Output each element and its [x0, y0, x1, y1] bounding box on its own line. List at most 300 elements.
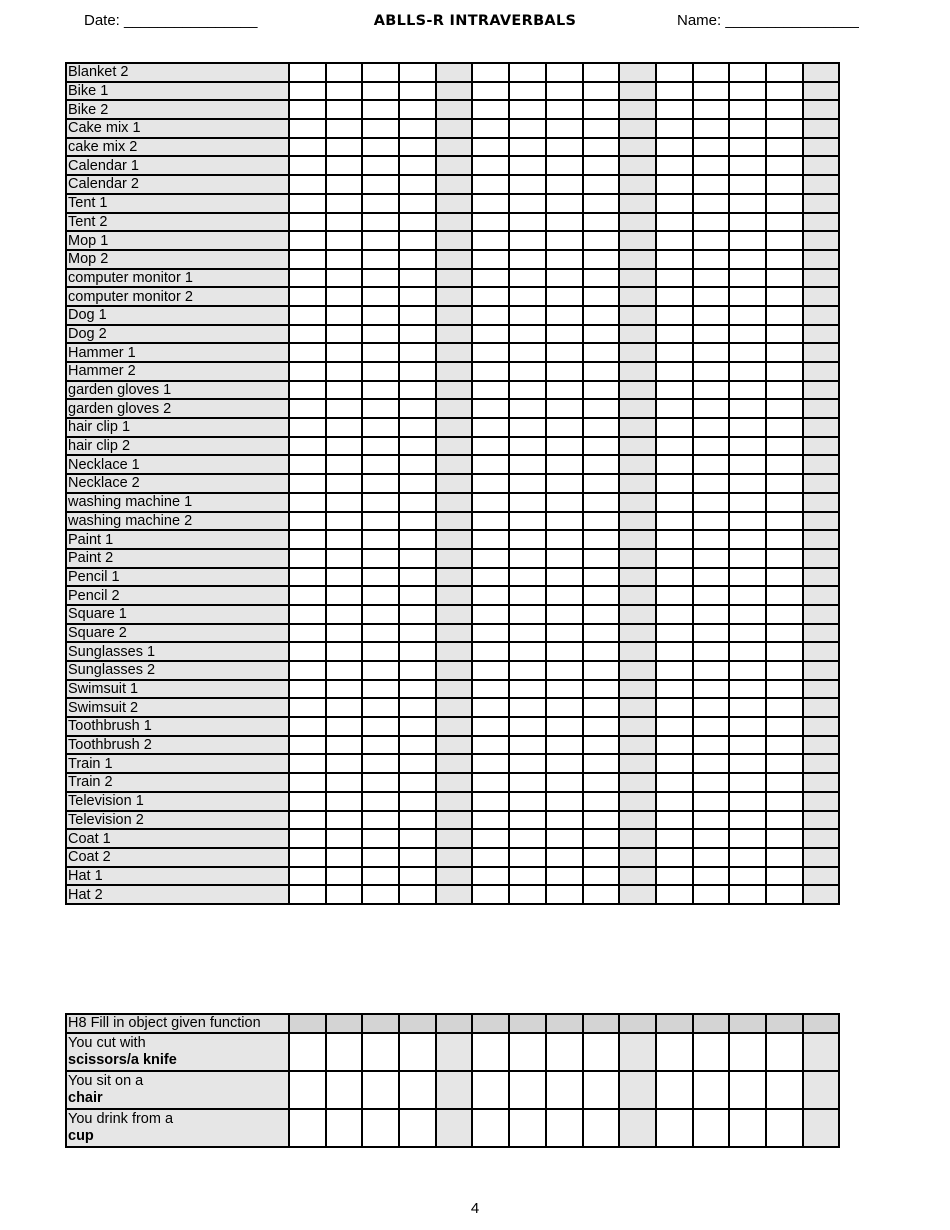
score-cell[interactable]: [619, 605, 656, 624]
score-cell[interactable]: [803, 287, 840, 306]
score-cell[interactable]: [803, 867, 840, 886]
score-cell[interactable]: [399, 474, 436, 493]
score-cell[interactable]: [546, 399, 583, 418]
score-cell[interactable]: [729, 792, 766, 811]
score-cell[interactable]: [326, 1109, 363, 1147]
score-cell[interactable]: [693, 624, 730, 643]
score-cell[interactable]: [766, 549, 803, 568]
score-cell[interactable]: [472, 399, 509, 418]
score-cell[interactable]: [766, 512, 803, 531]
score-cell[interactable]: [436, 586, 473, 605]
score-cell[interactable]: [509, 698, 546, 717]
score-cell[interactable]: [362, 717, 399, 736]
score-cell[interactable]: [803, 661, 840, 680]
score-cell[interactable]: [729, 717, 766, 736]
score-cell[interactable]: [803, 736, 840, 755]
score-cell[interactable]: [803, 399, 840, 418]
score-cell[interactable]: [656, 437, 693, 456]
score-cell[interactable]: [766, 269, 803, 288]
score-cell[interactable]: [766, 811, 803, 830]
score-cell[interactable]: [583, 1071, 620, 1109]
score-cell[interactable]: [583, 100, 620, 119]
score-cell[interactable]: [472, 119, 509, 138]
score-cell[interactable]: [436, 63, 473, 82]
score-cell[interactable]: [656, 156, 693, 175]
score-cell[interactable]: [803, 754, 840, 773]
score-cell[interactable]: [399, 455, 436, 474]
score-cell[interactable]: [436, 175, 473, 194]
score-cell[interactable]: [472, 717, 509, 736]
score-cell[interactable]: [362, 287, 399, 306]
score-cell[interactable]: [399, 605, 436, 624]
score-cell[interactable]: [436, 736, 473, 755]
score-cell[interactable]: [436, 381, 473, 400]
score-cell[interactable]: [326, 530, 363, 549]
score-cell[interactable]: [693, 119, 730, 138]
score-cell[interactable]: [289, 811, 326, 830]
score-cell[interactable]: [803, 474, 840, 493]
score-cell[interactable]: [729, 474, 766, 493]
score-cell[interactable]: [729, 568, 766, 587]
score-cell[interactable]: [546, 437, 583, 456]
score-cell[interactable]: [436, 1033, 473, 1071]
score-cell[interactable]: [472, 474, 509, 493]
score-cell[interactable]: [803, 829, 840, 848]
score-cell[interactable]: [693, 1109, 730, 1147]
score-cell[interactable]: [729, 138, 766, 157]
score-cell[interactable]: [546, 381, 583, 400]
score-cell[interactable]: [656, 250, 693, 269]
score-cell[interactable]: [362, 325, 399, 344]
score-cell[interactable]: [289, 175, 326, 194]
score-cell[interactable]: [289, 399, 326, 418]
score-cell[interactable]: [289, 1071, 326, 1109]
score-cell[interactable]: [509, 381, 546, 400]
score-cell[interactable]: [399, 63, 436, 82]
score-cell[interactable]: [509, 624, 546, 643]
score-cell[interactable]: [436, 455, 473, 474]
score-cell[interactable]: [362, 362, 399, 381]
score-cell[interactable]: [803, 642, 840, 661]
score-cell[interactable]: [362, 455, 399, 474]
score-cell[interactable]: [472, 1109, 509, 1147]
score-cell[interactable]: [399, 418, 436, 437]
score-cell[interactable]: [546, 213, 583, 232]
score-cell[interactable]: [656, 455, 693, 474]
score-cell[interactable]: [656, 773, 693, 792]
score-cell[interactable]: [803, 773, 840, 792]
score-cell[interactable]: [656, 287, 693, 306]
score-cell[interactable]: [326, 811, 363, 830]
score-cell[interactable]: [693, 736, 730, 755]
score-cell[interactable]: [436, 530, 473, 549]
score-cell[interactable]: [289, 642, 326, 661]
score-cell[interactable]: [326, 493, 363, 512]
score-cell[interactable]: [472, 680, 509, 699]
score-cell[interactable]: [509, 586, 546, 605]
score-cell[interactable]: [326, 792, 363, 811]
score-cell[interactable]: [619, 848, 656, 867]
score-cell[interactable]: [693, 474, 730, 493]
score-cell[interactable]: [289, 605, 326, 624]
score-cell[interactable]: [803, 343, 840, 362]
heading-cell[interactable]: [766, 1014, 803, 1033]
score-cell[interactable]: [656, 867, 693, 886]
score-cell[interactable]: [619, 661, 656, 680]
score-cell[interactable]: [546, 624, 583, 643]
score-cell[interactable]: [546, 343, 583, 362]
score-cell[interactable]: [326, 642, 363, 661]
score-cell[interactable]: [766, 306, 803, 325]
score-cell[interactable]: [362, 437, 399, 456]
score-cell[interactable]: [472, 736, 509, 755]
score-cell[interactable]: [326, 250, 363, 269]
name-field[interactable]: Name: ________________: [677, 12, 859, 29]
score-cell[interactable]: [693, 848, 730, 867]
score-cell[interactable]: [729, 82, 766, 101]
score-cell[interactable]: [509, 811, 546, 830]
score-cell[interactable]: [546, 156, 583, 175]
score-cell[interactable]: [472, 269, 509, 288]
score-cell[interactable]: [583, 63, 620, 82]
score-cell[interactable]: [399, 773, 436, 792]
score-cell[interactable]: [803, 493, 840, 512]
score-cell[interactable]: [693, 269, 730, 288]
score-cell[interactable]: [436, 138, 473, 157]
score-cell[interactable]: [656, 605, 693, 624]
score-cell[interactable]: [399, 493, 436, 512]
score-cell[interactable]: [546, 680, 583, 699]
score-cell[interactable]: [693, 642, 730, 661]
score-cell[interactable]: [766, 530, 803, 549]
score-cell[interactable]: [619, 885, 656, 904]
score-cell[interactable]: [656, 399, 693, 418]
score-cell[interactable]: [766, 399, 803, 418]
score-cell[interactable]: [583, 156, 620, 175]
score-cell[interactable]: [436, 773, 473, 792]
score-cell[interactable]: [472, 530, 509, 549]
score-cell[interactable]: [803, 82, 840, 101]
score-cell[interactable]: [693, 698, 730, 717]
score-cell[interactable]: [289, 1033, 326, 1071]
score-cell[interactable]: [326, 624, 363, 643]
score-cell[interactable]: [436, 792, 473, 811]
score-cell[interactable]: [289, 661, 326, 680]
score-cell[interactable]: [619, 586, 656, 605]
score-cell[interactable]: [656, 343, 693, 362]
score-cell[interactable]: [326, 156, 363, 175]
score-cell[interactable]: [399, 437, 436, 456]
score-cell[interactable]: [326, 418, 363, 437]
score-cell[interactable]: [656, 63, 693, 82]
score-cell[interactable]: [546, 493, 583, 512]
score-cell[interactable]: [326, 269, 363, 288]
score-cell[interactable]: [546, 605, 583, 624]
score-cell[interactable]: [803, 175, 840, 194]
score-cell[interactable]: [583, 773, 620, 792]
score-cell[interactable]: [693, 213, 730, 232]
score-cell[interactable]: [693, 773, 730, 792]
heading-cell[interactable]: [326, 1014, 363, 1033]
score-cell[interactable]: [619, 530, 656, 549]
heading-cell[interactable]: [399, 1014, 436, 1033]
score-cell[interactable]: [289, 213, 326, 232]
score-cell[interactable]: [656, 1033, 693, 1071]
score-cell[interactable]: [399, 680, 436, 699]
score-cell[interactable]: [509, 156, 546, 175]
score-cell[interactable]: [619, 100, 656, 119]
score-cell[interactable]: [803, 325, 840, 344]
score-cell[interactable]: [362, 493, 399, 512]
score-cell[interactable]: [656, 119, 693, 138]
score-cell[interactable]: [362, 736, 399, 755]
score-cell[interactable]: [362, 82, 399, 101]
score-cell[interactable]: [546, 63, 583, 82]
score-cell[interactable]: [289, 343, 326, 362]
score-cell[interactable]: [289, 231, 326, 250]
score-cell[interactable]: [619, 63, 656, 82]
score-cell[interactable]: [362, 306, 399, 325]
score-cell[interactable]: [803, 455, 840, 474]
score-cell[interactable]: [729, 642, 766, 661]
score-cell[interactable]: [326, 754, 363, 773]
score-cell[interactable]: [803, 811, 840, 830]
score-cell[interactable]: [399, 213, 436, 232]
score-cell[interactable]: [693, 138, 730, 157]
score-cell[interactable]: [619, 306, 656, 325]
score-cell[interactable]: [472, 156, 509, 175]
score-cell[interactable]: [326, 119, 363, 138]
score-cell[interactable]: [766, 885, 803, 904]
score-cell[interactable]: [766, 1109, 803, 1147]
score-cell[interactable]: [583, 885, 620, 904]
score-cell[interactable]: [583, 680, 620, 699]
score-cell[interactable]: [656, 138, 693, 157]
score-cell[interactable]: [583, 811, 620, 830]
score-cell[interactable]: [326, 1071, 363, 1109]
score-cell[interactable]: [289, 885, 326, 904]
score-cell[interactable]: [619, 493, 656, 512]
score-cell[interactable]: [656, 381, 693, 400]
score-cell[interactable]: [803, 156, 840, 175]
score-cell[interactable]: [693, 568, 730, 587]
score-cell[interactable]: [362, 642, 399, 661]
score-cell[interactable]: [509, 343, 546, 362]
score-cell[interactable]: [656, 418, 693, 437]
score-cell[interactable]: [546, 138, 583, 157]
score-cell[interactable]: [326, 605, 363, 624]
score-cell[interactable]: [766, 437, 803, 456]
score-cell[interactable]: [436, 549, 473, 568]
score-cell[interactable]: [766, 343, 803, 362]
score-cell[interactable]: [399, 512, 436, 531]
score-cell[interactable]: [472, 381, 509, 400]
score-cell[interactable]: [766, 287, 803, 306]
heading-cell[interactable]: [619, 1014, 656, 1033]
score-cell[interactable]: [289, 773, 326, 792]
score-cell[interactable]: [656, 885, 693, 904]
score-cell[interactable]: [693, 82, 730, 101]
score-cell[interactable]: [509, 848, 546, 867]
score-cell[interactable]: [399, 568, 436, 587]
score-cell[interactable]: [399, 549, 436, 568]
score-cell[interactable]: [436, 287, 473, 306]
score-cell[interactable]: [326, 568, 363, 587]
score-cell[interactable]: [766, 624, 803, 643]
score-cell[interactable]: [509, 175, 546, 194]
score-cell[interactable]: [289, 698, 326, 717]
score-cell[interactable]: [729, 269, 766, 288]
score-cell[interactable]: [399, 269, 436, 288]
score-cell[interactable]: [289, 100, 326, 119]
score-cell[interactable]: [693, 306, 730, 325]
score-cell[interactable]: [436, 231, 473, 250]
score-cell[interactable]: [803, 437, 840, 456]
score-cell[interactable]: [472, 194, 509, 213]
score-cell[interactable]: [656, 82, 693, 101]
score-cell[interactable]: [399, 736, 436, 755]
score-cell[interactable]: [693, 455, 730, 474]
score-cell[interactable]: [546, 175, 583, 194]
score-cell[interactable]: [803, 306, 840, 325]
score-cell[interactable]: [803, 418, 840, 437]
score-cell[interactable]: [472, 175, 509, 194]
score-cell[interactable]: [693, 829, 730, 848]
score-cell[interactable]: [693, 493, 730, 512]
score-cell[interactable]: [729, 287, 766, 306]
score-cell[interactable]: [362, 549, 399, 568]
score-cell[interactable]: [729, 512, 766, 531]
score-cell[interactable]: [729, 624, 766, 643]
score-cell[interactable]: [729, 773, 766, 792]
score-cell[interactable]: [656, 698, 693, 717]
score-cell[interactable]: [619, 418, 656, 437]
score-cell[interactable]: [289, 381, 326, 400]
score-cell[interactable]: [729, 885, 766, 904]
score-cell[interactable]: [546, 829, 583, 848]
score-cell[interactable]: [619, 512, 656, 531]
score-cell[interactable]: [509, 773, 546, 792]
score-cell[interactable]: [619, 138, 656, 157]
score-cell[interactable]: [362, 194, 399, 213]
score-cell[interactable]: [656, 474, 693, 493]
score-cell[interactable]: [583, 717, 620, 736]
score-cell[interactable]: [766, 829, 803, 848]
score-cell[interactable]: [509, 399, 546, 418]
score-cell[interactable]: [803, 194, 840, 213]
score-cell[interactable]: [509, 530, 546, 549]
score-cell[interactable]: [509, 736, 546, 755]
score-cell[interactable]: [289, 1109, 326, 1147]
score-cell[interactable]: [583, 269, 620, 288]
score-cell[interactable]: [546, 287, 583, 306]
score-cell[interactable]: [472, 250, 509, 269]
score-cell[interactable]: [656, 754, 693, 773]
score-cell[interactable]: [729, 530, 766, 549]
score-cell[interactable]: [546, 1033, 583, 1071]
score-cell[interactable]: [583, 512, 620, 531]
score-cell[interactable]: [583, 437, 620, 456]
score-cell[interactable]: [546, 455, 583, 474]
score-cell[interactable]: [583, 325, 620, 344]
score-cell[interactable]: [362, 754, 399, 773]
score-cell[interactable]: [656, 306, 693, 325]
score-cell[interactable]: [509, 325, 546, 344]
score-cell[interactable]: [362, 100, 399, 119]
score-cell[interactable]: [362, 269, 399, 288]
score-cell[interactable]: [289, 269, 326, 288]
score-cell[interactable]: [436, 82, 473, 101]
score-cell[interactable]: [289, 325, 326, 344]
score-cell[interactable]: [362, 829, 399, 848]
score-cell[interactable]: [619, 1033, 656, 1071]
score-cell[interactable]: [546, 717, 583, 736]
score-cell[interactable]: [583, 530, 620, 549]
score-cell[interactable]: [472, 82, 509, 101]
score-cell[interactable]: [399, 119, 436, 138]
score-cell[interactable]: [729, 100, 766, 119]
score-cell[interactable]: [693, 605, 730, 624]
score-cell[interactable]: [289, 493, 326, 512]
score-cell[interactable]: [619, 82, 656, 101]
score-cell[interactable]: [729, 399, 766, 418]
score-cell[interactable]: [326, 100, 363, 119]
score-cell[interactable]: [619, 624, 656, 643]
score-cell[interactable]: [399, 885, 436, 904]
score-cell[interactable]: [399, 1033, 436, 1071]
score-cell[interactable]: [729, 1071, 766, 1109]
score-cell[interactable]: [399, 811, 436, 830]
score-cell[interactable]: [289, 82, 326, 101]
score-cell[interactable]: [326, 381, 363, 400]
score-cell[interactable]: [436, 194, 473, 213]
score-cell[interactable]: [619, 549, 656, 568]
score-cell[interactable]: [803, 530, 840, 549]
score-cell[interactable]: [326, 175, 363, 194]
score-cell[interactable]: [583, 568, 620, 587]
score-cell[interactable]: [509, 1033, 546, 1071]
score-cell[interactable]: [583, 381, 620, 400]
score-cell[interactable]: [803, 381, 840, 400]
score-cell[interactable]: [803, 119, 840, 138]
score-cell[interactable]: [399, 399, 436, 418]
score-cell[interactable]: [362, 63, 399, 82]
score-cell[interactable]: [509, 362, 546, 381]
score-cell[interactable]: [436, 848, 473, 867]
score-cell[interactable]: [619, 287, 656, 306]
score-cell[interactable]: [583, 829, 620, 848]
score-cell[interactable]: [546, 811, 583, 830]
score-cell[interactable]: [583, 1033, 620, 1071]
score-cell[interactable]: [326, 680, 363, 699]
score-cell[interactable]: [766, 680, 803, 699]
score-cell[interactable]: [693, 250, 730, 269]
score-cell[interactable]: [509, 512, 546, 531]
score-cell[interactable]: [509, 885, 546, 904]
score-cell[interactable]: [693, 586, 730, 605]
score-cell[interactable]: [619, 156, 656, 175]
heading-cell[interactable]: [289, 1014, 326, 1033]
score-cell[interactable]: [362, 586, 399, 605]
score-cell[interactable]: [399, 175, 436, 194]
score-cell[interactable]: [436, 829, 473, 848]
score-cell[interactable]: [656, 549, 693, 568]
score-cell[interactable]: [399, 867, 436, 886]
score-cell[interactable]: [583, 119, 620, 138]
score-cell[interactable]: [289, 754, 326, 773]
score-cell[interactable]: [803, 885, 840, 904]
score-cell[interactable]: [546, 231, 583, 250]
